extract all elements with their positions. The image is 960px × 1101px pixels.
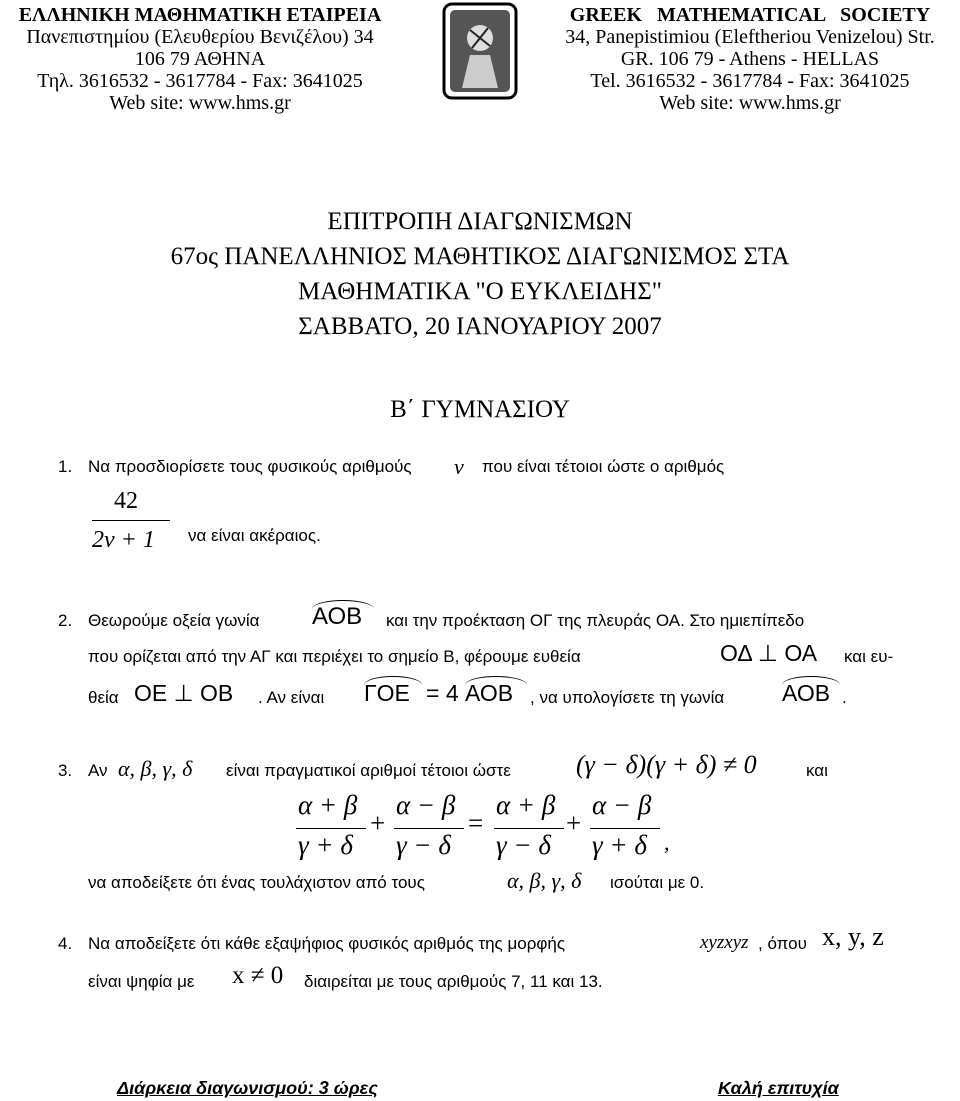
address-gr: Πανεπιστημίου (Ελευθερίου Βενιζέλου) 34 — [26, 26, 374, 48]
math-vars: x, y, z — [822, 922, 884, 951]
problem-text: είναι πραγματικοί αριθμοί τέτοιοι ώστε — [226, 761, 511, 780]
title-euclid: ΜΑΘΗΜΑΤΙΚΑ "Ο ΕΥΚΛΕΙΔΗΣ" — [298, 278, 662, 305]
header-right — [540, 4, 960, 114]
title-date: ΣΑΒΒΑΤΟ, 20 ΙΑΝΟΥΑΡΙΟΥ 2007 — [298, 313, 662, 340]
number-form: xyzxyz — [700, 932, 749, 953]
problem-text: θεία — [88, 688, 119, 707]
problem-text: και την προέκταση ΟΓ της πλευράς ΟΑ. Στο ημιεπίπεδο — [386, 611, 805, 630]
society-name-en: GREEK MATHEMATICAL SOCIETY — [569, 4, 931, 26]
plus-sign: + — [566, 808, 582, 838]
fraction-denominator: 2ν + 1 — [92, 527, 155, 553]
problem-text: Αν — [88, 761, 108, 780]
angle-aob: ΑΟΒ — [312, 603, 363, 630]
math-var: ν — [454, 454, 464, 479]
problem-text: Να αποδείξετε ότι κάθε εξαψήφιος φυσικός αριθμός της μορφής — [88, 934, 566, 953]
problem-number: 1. — [58, 457, 73, 476]
fraction-numerator: α − β — [396, 790, 456, 820]
website-en: Web site: www.hms.gr — [659, 92, 841, 114]
perpendicular-oe: ΟΕ ⊥ ΟΒ — [134, 680, 234, 706]
angle-aob: ΑΟΒ — [465, 680, 514, 706]
problem-text: διαιρείται με τους αριθμούς 7, 11 και 13. — [304, 972, 603, 991]
perpendicular-od: ΟΔ ⊥ ΟΑ — [720, 640, 818, 666]
title-competition: 67ος ΠΑΝΕΛΛΗΝΙΟΣ ΜΑΘΗΤΙΚΟΣ ΔΙΑΓΩΝΙΣΜΟΣ ΣΤΑ — [170, 243, 790, 270]
postcode-en: GR. 106 79 - Athens - HELLAS — [620, 48, 880, 70]
comma: , — [664, 830, 670, 855]
plus-sign: + — [370, 808, 386, 838]
math-vars: α, β, γ, δ — [507, 868, 582, 893]
problem-text: είναι ψηφία με — [88, 972, 195, 991]
fraction-bar — [590, 828, 660, 829]
equals-four: = 4 — [426, 680, 459, 706]
math-vars: α, β, γ, δ — [118, 756, 193, 781]
website-gr: Web site: www.hms.gr — [109, 92, 291, 114]
fraction-denominator: γ + δ — [298, 830, 353, 860]
problem-text: που είναι τέτοιοι ώστε ο αριθμός — [482, 457, 725, 476]
angle-goe: ΓΟΕ — [364, 680, 410, 706]
problem-number: 3. — [58, 761, 73, 780]
fraction-bar — [494, 828, 564, 829]
society-seal-icon — [440, 0, 520, 102]
phone-en: Tel. 3616532 - 3617784 - Fax: 3641025 — [590, 70, 910, 92]
problem-text: Θεωρούμε οξεία γωνία — [88, 611, 260, 630]
duration-note: Διάρκεια διαγωνισμού: 3 ώρες — [117, 1078, 378, 1098]
postcode-gr: 106 79 ΑΘΗΝΑ — [134, 48, 266, 70]
fraction-numerator: α + β — [298, 790, 358, 820]
problem-text: ισούται με 0. — [610, 873, 705, 892]
fraction-denominator: γ + δ — [592, 830, 647, 860]
header-left — [0, 4, 400, 114]
fraction-bar — [296, 828, 366, 829]
condition: (γ − δ)(γ + δ) ≠ 0 — [576, 750, 757, 779]
problem-text: που ορίζεται από την ΑΓ και περιέχει το σημείο Β, φέρουμε ευθεία — [88, 647, 581, 666]
problem-text: και ευ- — [844, 647, 894, 666]
grade-heading: Β΄ ΓΥΜΝΑΣΙΟΥ — [390, 396, 570, 423]
fraction-numerator: 42 — [114, 488, 138, 514]
problem-number: 4. — [58, 934, 73, 953]
condition: x ≠ 0 — [232, 962, 284, 989]
problem-text: . — [842, 688, 847, 707]
fraction-denominator: γ − δ — [496, 830, 551, 860]
fraction-bar — [92, 520, 170, 521]
phone-gr: Τηλ. 3616532 - 3617784 - Fax: 3641025 — [37, 70, 363, 92]
problem-text: να αποδείξετε ότι ένας τουλάχιστον από τους — [88, 873, 425, 892]
fraction-numerator: α + β — [496, 790, 556, 820]
society-name-gr: ΕΛΛΗΝΙΚΗ ΜΑΘΗΜΑΤΙΚΗ ΕΤΑΙΡΕΙΑ — [18, 4, 382, 26]
fraction-numerator: α − β — [592, 790, 652, 820]
problem-number: 2. — [58, 611, 73, 630]
equals-sign: = — [468, 808, 484, 838]
problem-text: , να υπολογίσετε τη γωνία — [530, 688, 725, 707]
problem-text: και — [806, 761, 828, 780]
fraction-denominator: γ − δ — [396, 830, 451, 860]
problem-text: να είναι ακέραιος. — [188, 526, 321, 545]
title-committee: ΕΠΙΤΡΟΠΗ ΔΙΑΓΩΝΙΣΜΩΝ — [327, 208, 633, 235]
good-luck-note: Καλή επιτυχία — [718, 1078, 839, 1098]
angle-aob: ΑΟΒ — [782, 680, 831, 706]
problem-text: . Αν είναι — [258, 688, 325, 707]
problem-text: Να προσδιορίσετε τους φυσικούς αριθμούς — [88, 457, 412, 476]
fraction-bar — [394, 828, 464, 829]
address-en: 34, Panepistimiou (Eleftheriou Venizelou) Str. — [565, 26, 935, 48]
problem-text: , όπου — [758, 934, 807, 953]
